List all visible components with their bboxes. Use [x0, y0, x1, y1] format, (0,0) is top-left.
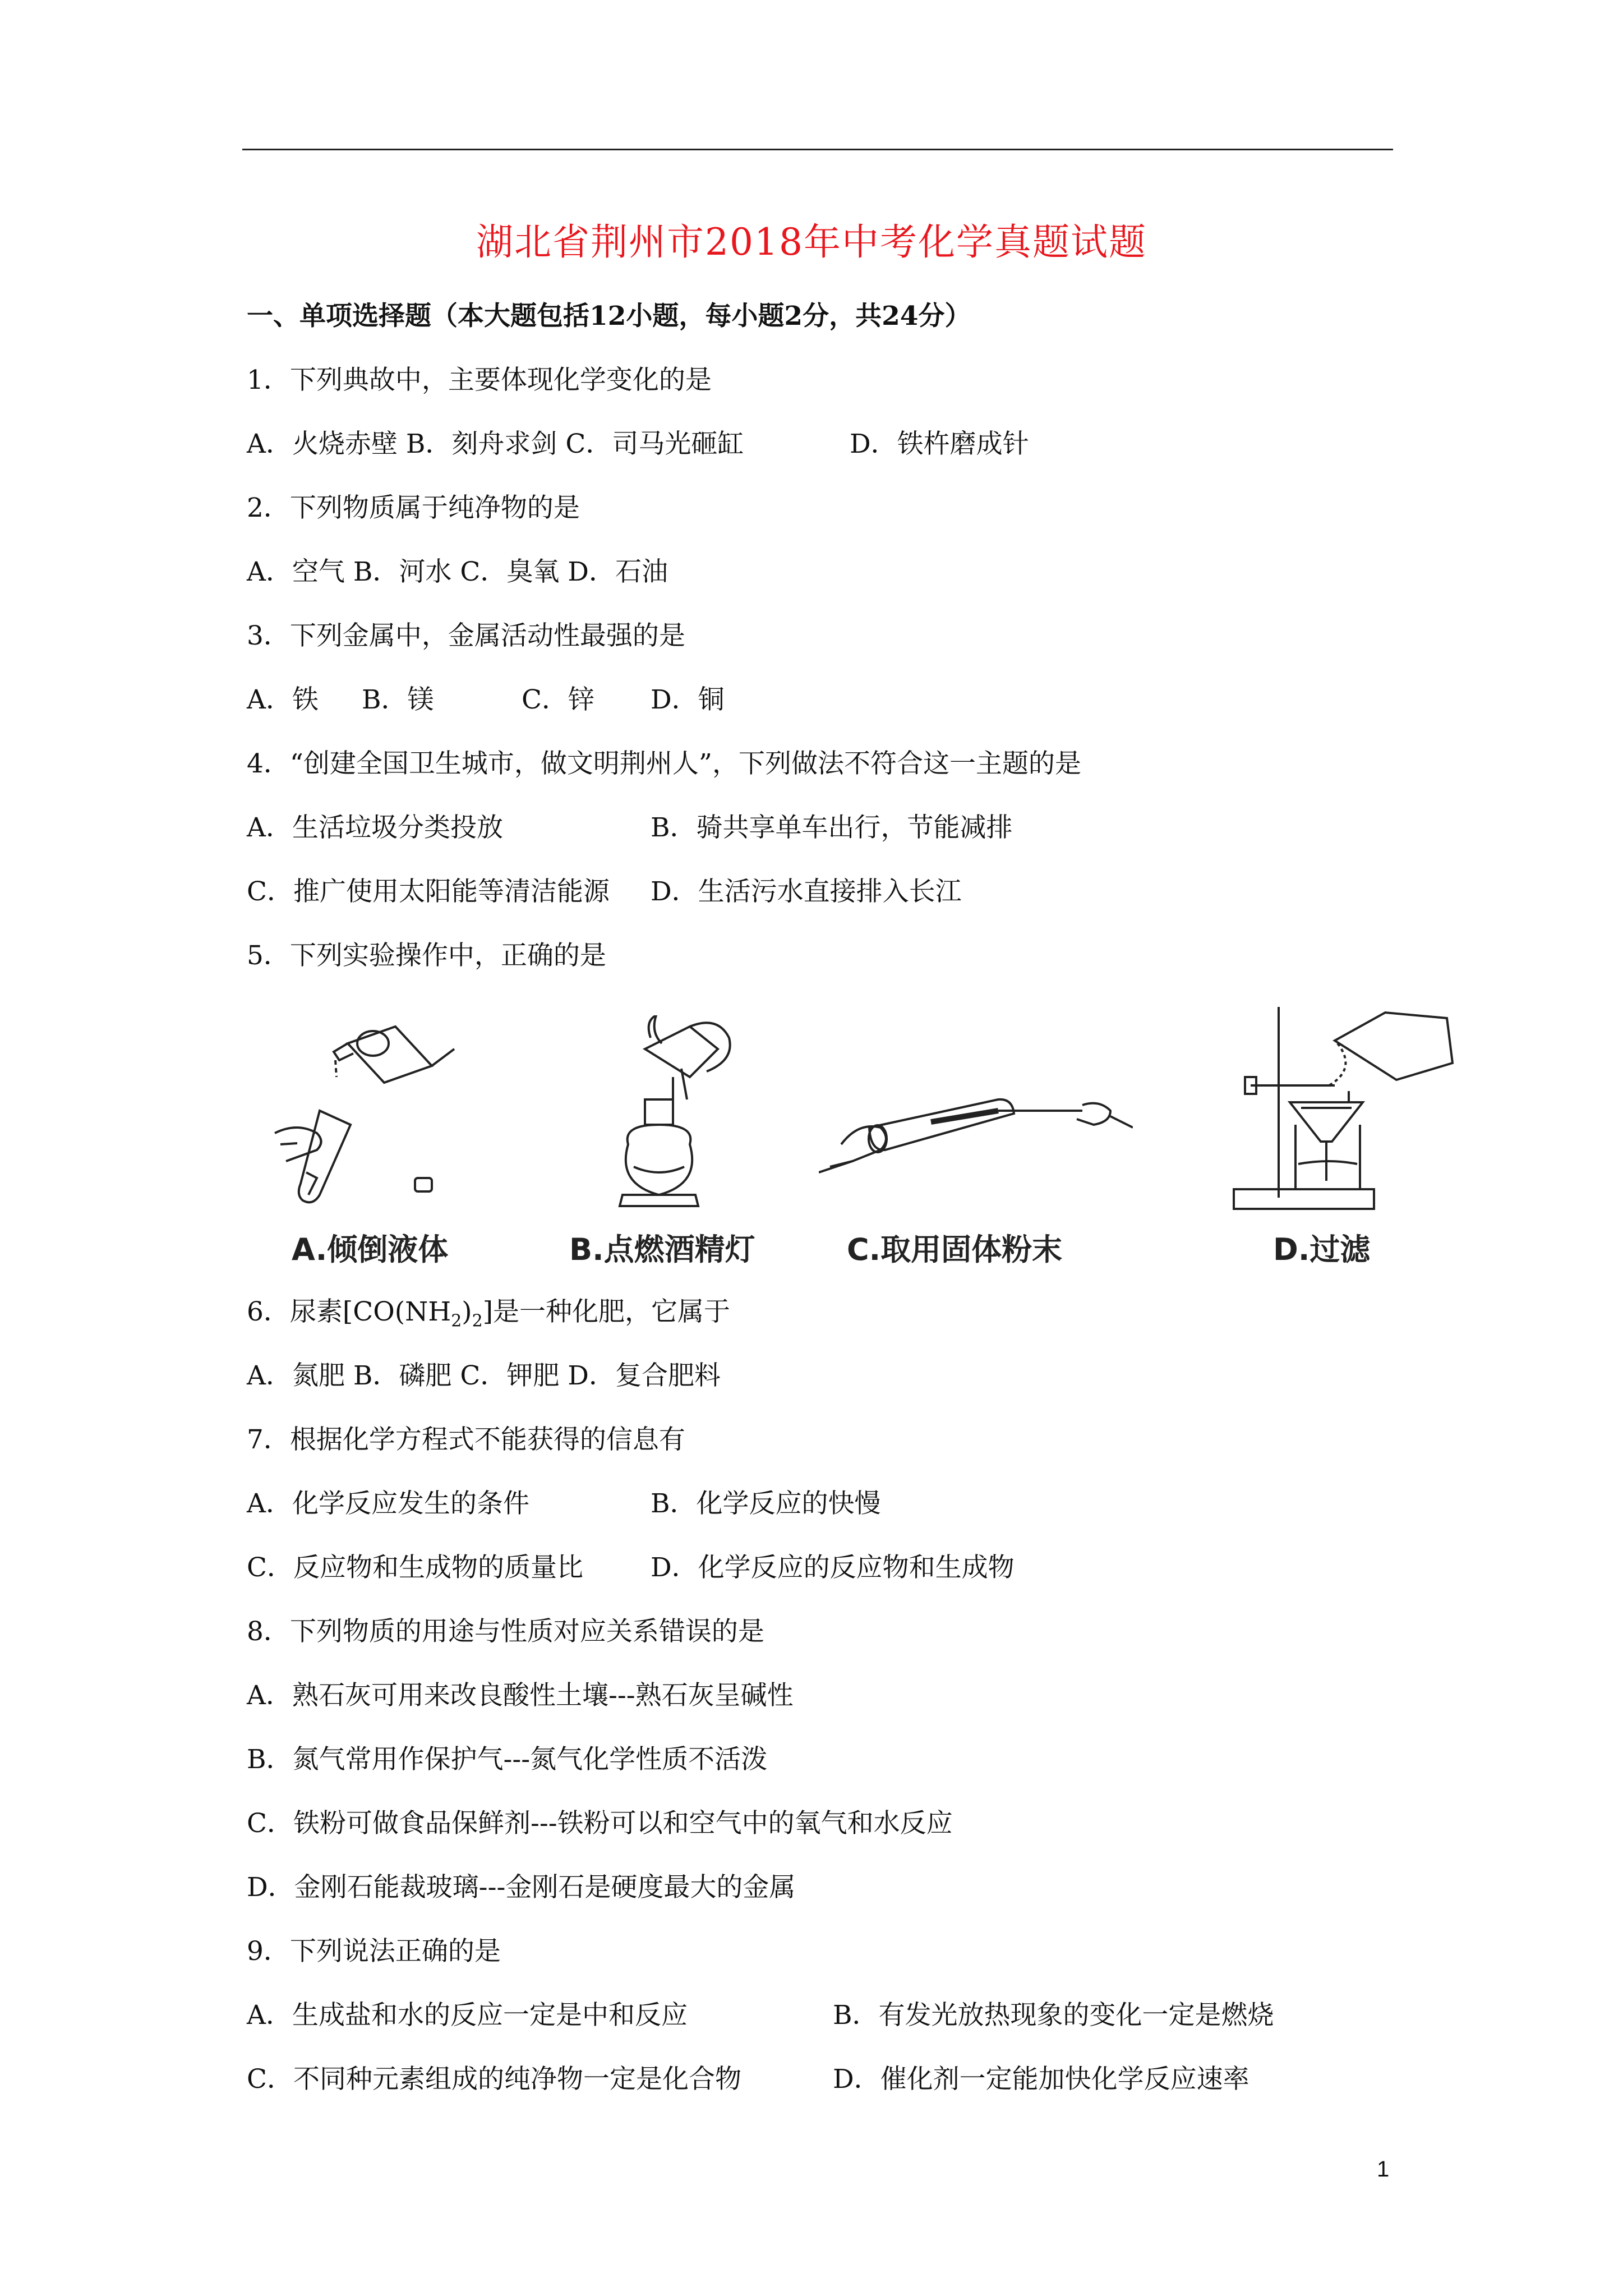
question-1-options: A．火烧赤壁 B．刻舟求剑 C．司马光砸缸	[247, 429, 744, 459]
figure-d-label: D.过滤	[1273, 1232, 1371, 1267]
figure-lighting-lamp	[589, 1015, 757, 1240]
question-9-option-b: B．有发光放热现象的变化一定是燃烧	[833, 2000, 1274, 2031]
question-7-option-c: C．反应物和生成物的质量比	[247, 1552, 583, 1583]
question-9-option-a: A．生成盐和水的反应一定是中和反应	[247, 2000, 688, 2031]
question-3-option-d: D．铜	[651, 684, 725, 715]
question-7-option-b: B．化学反应的快慢	[651, 1488, 881, 1519]
question-4-option-c: C．推广使用太阳能等清洁能源	[247, 876, 610, 907]
question-5-stem: 5．下列实验操作中，正确的是	[247, 940, 606, 971]
page-title: 湖北省荆州市2018年中考化学真题试题	[476, 220, 1147, 264]
section-heading: 一、单项选择题（本大题包括12小题，每小题2分，共24分）	[247, 301, 971, 332]
page-number: 1	[1377, 2157, 1390, 2182]
question-3-option-c: C．锌	[522, 684, 594, 715]
header-rule	[242, 149, 1393, 150]
question-4-option-b: B．骑共享单车出行，节能减排	[651, 812, 1013, 843]
question-8-option-b: B．氮气常用作保护气---氮气化学性质不活泼	[247, 1744, 768, 1775]
question-4-option-d: D．生活污水直接排入长江	[651, 876, 962, 907]
figure-filtration	[1223, 1007, 1481, 1223]
question-3-option-b: B．镁	[362, 684, 434, 715]
question-9-option-d: D．催化剂一定能加快化学反应速率	[833, 2064, 1249, 2095]
question-8-stem: 8．下列物质的用途与性质对应关系错误的是	[247, 1616, 764, 1647]
question-4-stem: 4．“创建全国卫生城市，做文明荆州人”，下列做法不符合这一主题的是	[247, 748, 1081, 779]
question-8-option-c: C．铁粉可做食品保鲜剂---铁粉可以和空气中的氧气和水反应	[247, 1808, 953, 1839]
question-2-options: A．空气 B．河水 C．臭氧 D．石油	[247, 556, 668, 587]
question-9-option-c: C．不同种元素组成的纯净物一定是化合物	[247, 2064, 741, 2095]
question-7-stem: 7．根据化学方程式不能获得的信息有	[247, 1424, 685, 1455]
question-2-stem: 2．下列物质属于纯净物的是	[247, 493, 580, 523]
figure-solid-powder	[819, 1088, 1133, 1217]
question-3-option-a: A．铁	[247, 684, 319, 715]
question-8-option-a: A．熟石灰可用来改良酸性土壤---熟石灰呈碱性	[247, 1680, 794, 1711]
question-3-stem: 3．下列金属中，金属活动性最强的是	[247, 620, 685, 651]
question-6-stem: 6．尿素$[CO(NH_2)_2]$是一种化肥，它属于	[247, 1296, 731, 1331]
figure-a-label: A.倾倒液体	[292, 1232, 449, 1267]
figure-b-label: B.点燃酒精灯	[569, 1232, 755, 1267]
figure-c-label: C.取用固体粉末	[847, 1232, 1063, 1267]
question-9-stem: 9．下列说法正确的是	[247, 1936, 501, 1967]
question-7-option-a: A．化学反应发生的条件	[247, 1488, 529, 1519]
question-6-options: A．氮肥 B．磷肥 C．钾肥 D．复合肥料	[247, 1360, 721, 1391]
figure-pouring-liquid	[264, 1004, 471, 1240]
question-8-option-d: D．金刚石能裁玻璃---金刚石是硬度最大的金属	[247, 1872, 796, 1903]
question-7-option-d: D．化学反应的反应物和生成物	[651, 1552, 1015, 1583]
question-1-option-d: D．铁杵磨成针	[850, 429, 1029, 459]
question-1-stem: 1．下列典故中，主要体现化学变化的是	[247, 365, 712, 395]
question-4-option-a: A．生活垃圾分类投放	[247, 812, 503, 843]
